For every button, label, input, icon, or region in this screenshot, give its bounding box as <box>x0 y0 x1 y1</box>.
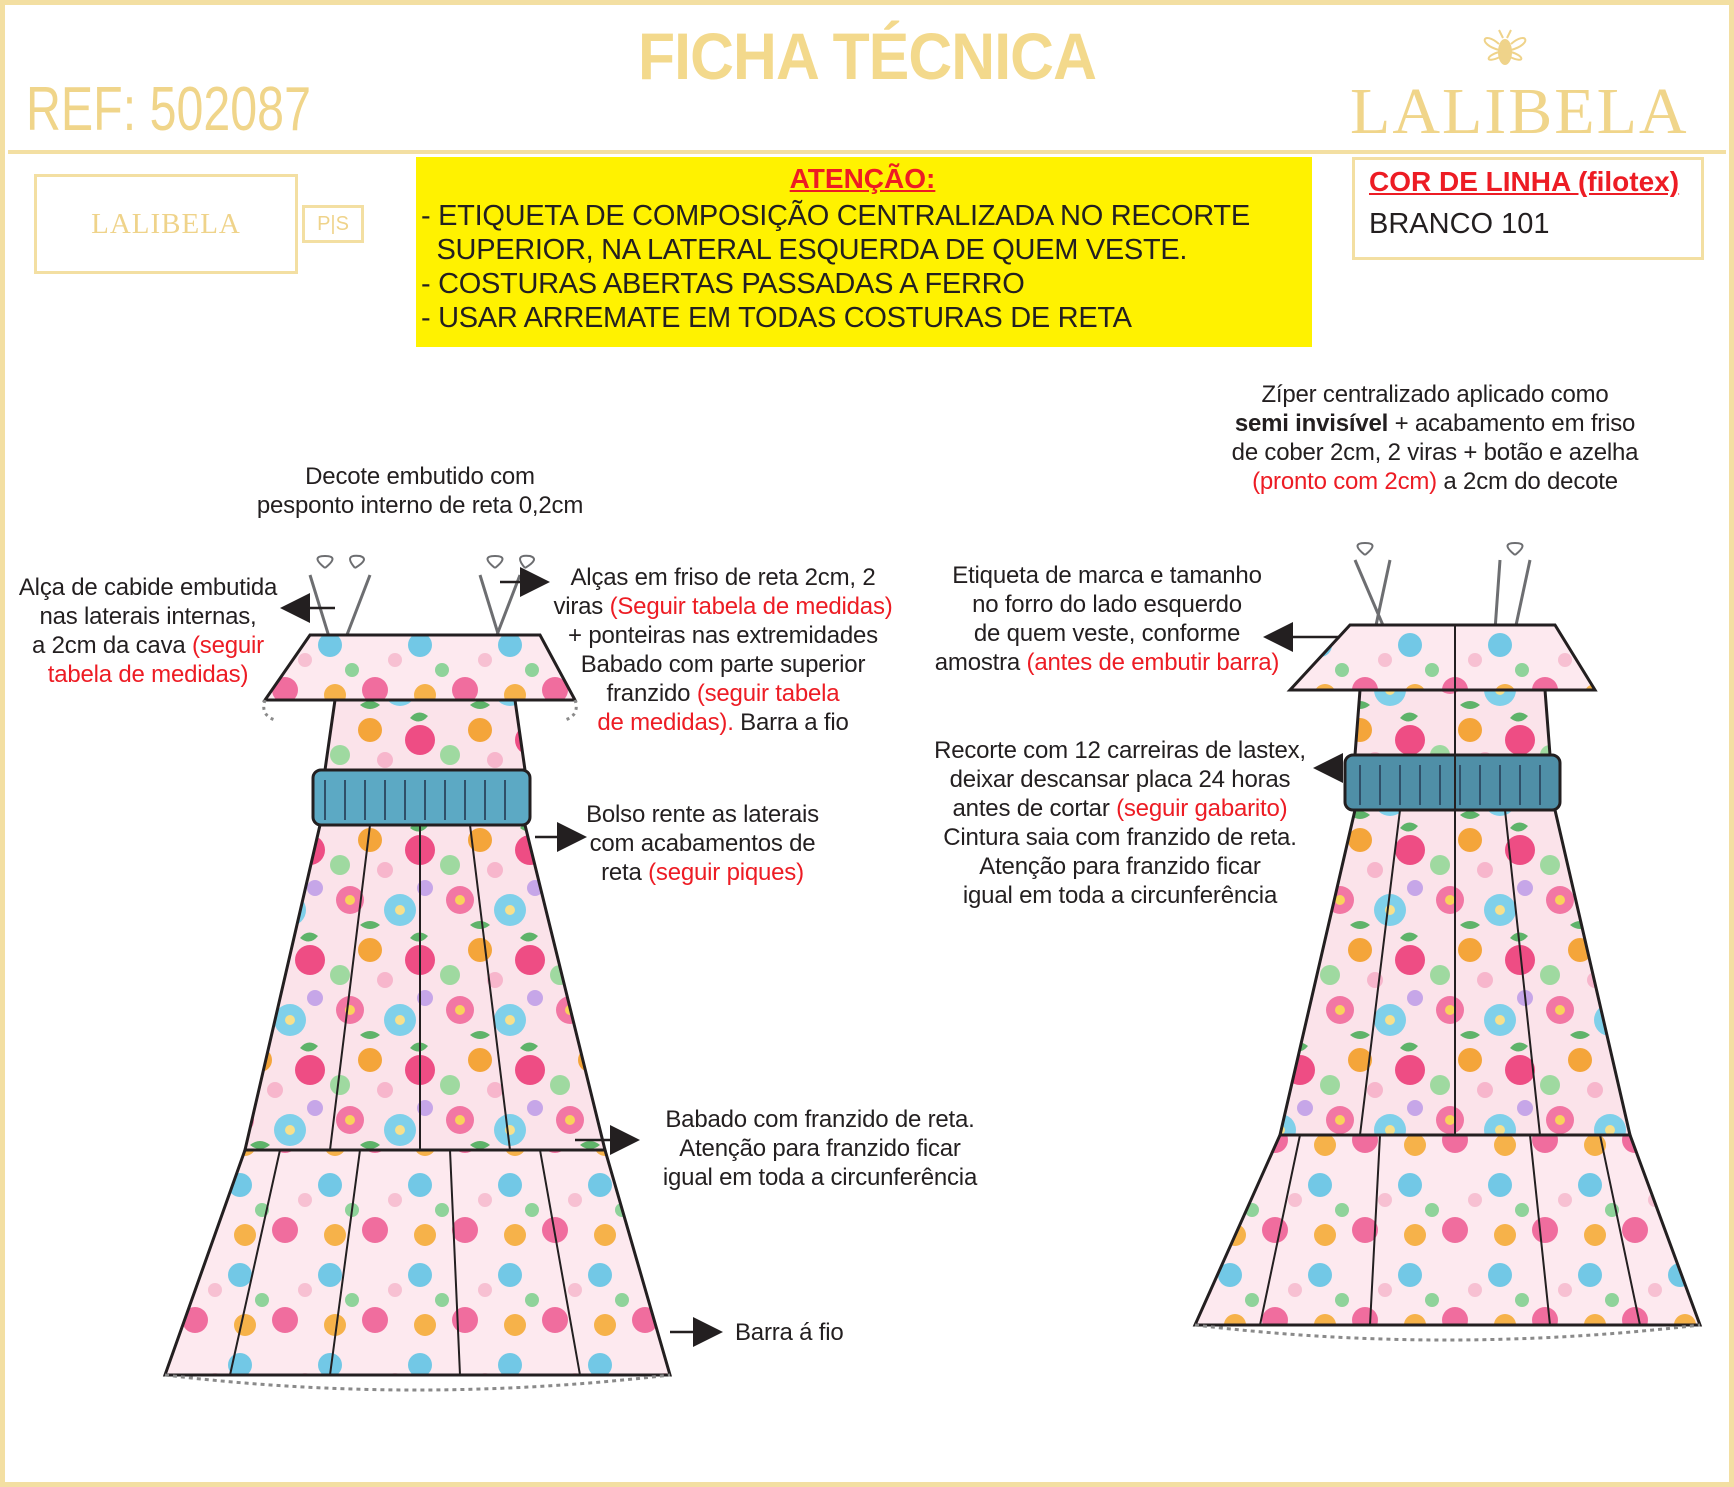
note-line: pesponto interno de reta 0,2cm <box>256 492 584 519</box>
reference-code: REF: 502087 <box>26 75 311 144</box>
note-line: igual em toda a circunferência <box>962 882 1278 909</box>
size-label-tag: P|S <box>302 205 364 243</box>
note-text: viras <box>553 593 610 620</box>
note-line: igual em toda a circunferência <box>662 1164 978 1191</box>
attention-line: SUPERIOR, NA LATERAL ESQUERDA DE QUEM VESTE. <box>421 234 1188 266</box>
note-text-red: (seguir <box>191 632 264 659</box>
note-line <box>533 592 913 621</box>
note-line: Atenção para franzido ficar <box>979 853 1261 880</box>
note-line: Decote embutido com <box>305 463 535 490</box>
note-text: antes de cortar <box>952 795 1117 822</box>
note-alca-cabide <box>4 573 292 689</box>
attention-line: - ETIQUETA DE COMPOSIÇÃO CENTRALIZADA NO RECORTE <box>421 200 1250 232</box>
note-ziper <box>1195 380 1675 496</box>
note-line: Atenção para franzido ficar <box>679 1135 961 1162</box>
note-line <box>4 631 292 660</box>
note-line: Babado com parte superior <box>580 651 866 678</box>
note-text: a 2cm do decote <box>1436 468 1618 495</box>
note-text-red: (Seguir tabela de medidas) <box>609 593 893 620</box>
note-text-red: de medidas). <box>597 709 734 736</box>
note-text: reta <box>601 859 649 886</box>
attention-title: ATENÇÃO: <box>789 163 936 194</box>
thread-color-value: BRANCO 101 <box>1369 208 1550 240</box>
note-recorte <box>910 736 1330 910</box>
note-line: tabela de medidas) <box>47 661 249 688</box>
note-line: Babado com franzido de reta. <box>665 1106 975 1133</box>
note-bolso <box>560 800 845 887</box>
attention-line: - USAR ARREMATE EM TODAS COSTURAS DE RETA <box>421 302 1132 334</box>
note-line: Alças em friso de reta 2cm, 2 <box>570 564 876 591</box>
page-title: FICHA TÉCNICA <box>637 19 1097 93</box>
note-line: Etiqueta de marca e tamanho <box>952 562 1262 589</box>
note-text: + acabamento em friso <box>1388 410 1636 437</box>
note-line <box>1195 467 1675 496</box>
note-text-red: (seguir piques) <box>648 859 804 886</box>
note-barra: Barra á fio <box>735 1319 844 1346</box>
note-line: deixar descansar placa 24 horas <box>949 766 1291 793</box>
note-line <box>912 648 1302 677</box>
note-text: a 2cm da cava <box>32 632 192 659</box>
note-line <box>533 679 913 708</box>
note-line: de cober 2cm, 2 viras + botão e azelha <box>1231 439 1639 466</box>
note-babado <box>640 1105 1000 1192</box>
note-text: Barra a fio <box>733 709 849 736</box>
note-line: Bolso rente as laterais <box>586 801 819 828</box>
note-text-red: (antes de embutir barra) <box>1026 649 1280 676</box>
note-line <box>560 858 845 887</box>
note-line: com acabamentos de <box>589 830 816 857</box>
note-text: amostra <box>934 649 1027 676</box>
thread-color-title: COR DE LINHA (filotex) <box>1369 166 1680 197</box>
note-text-red: (seguir tabela <box>696 680 840 707</box>
note-line: Alça de cabide embutida <box>18 574 278 601</box>
note-line: nas laterais internas, <box>39 603 257 630</box>
note-decote <box>225 462 615 520</box>
note-text: franzido <box>606 680 697 707</box>
note-etiqueta <box>912 561 1302 677</box>
note-line <box>910 794 1330 823</box>
note-alcas <box>533 563 913 737</box>
note-text-red: (seguir gabarito) <box>1116 795 1288 822</box>
note-line <box>533 708 913 737</box>
note-line: de quem veste, conforme <box>973 620 1241 647</box>
note-line <box>1195 409 1675 438</box>
note-line: Cintura saia com franzido de reta. <box>943 824 1297 851</box>
brand-label-tag: LALIBELA <box>34 174 298 274</box>
note-line: + ponteiras nas extremidades <box>568 622 878 649</box>
note-line: Recorte com 12 carreiras de lastex, <box>934 737 1306 764</box>
note-text-red: (pronto com 2cm) <box>1252 468 1437 495</box>
note-text-bold: semi invisível <box>1234 410 1389 437</box>
brand-logo: LALIBELA <box>1350 75 1689 148</box>
note-line: Zíper centralizado aplicado como <box>1261 381 1609 408</box>
attention-line: - COSTURAS ABERTAS PASSADAS A FERRO <box>421 268 1025 300</box>
note-line: no forro do lado esquerdo <box>972 591 1242 618</box>
